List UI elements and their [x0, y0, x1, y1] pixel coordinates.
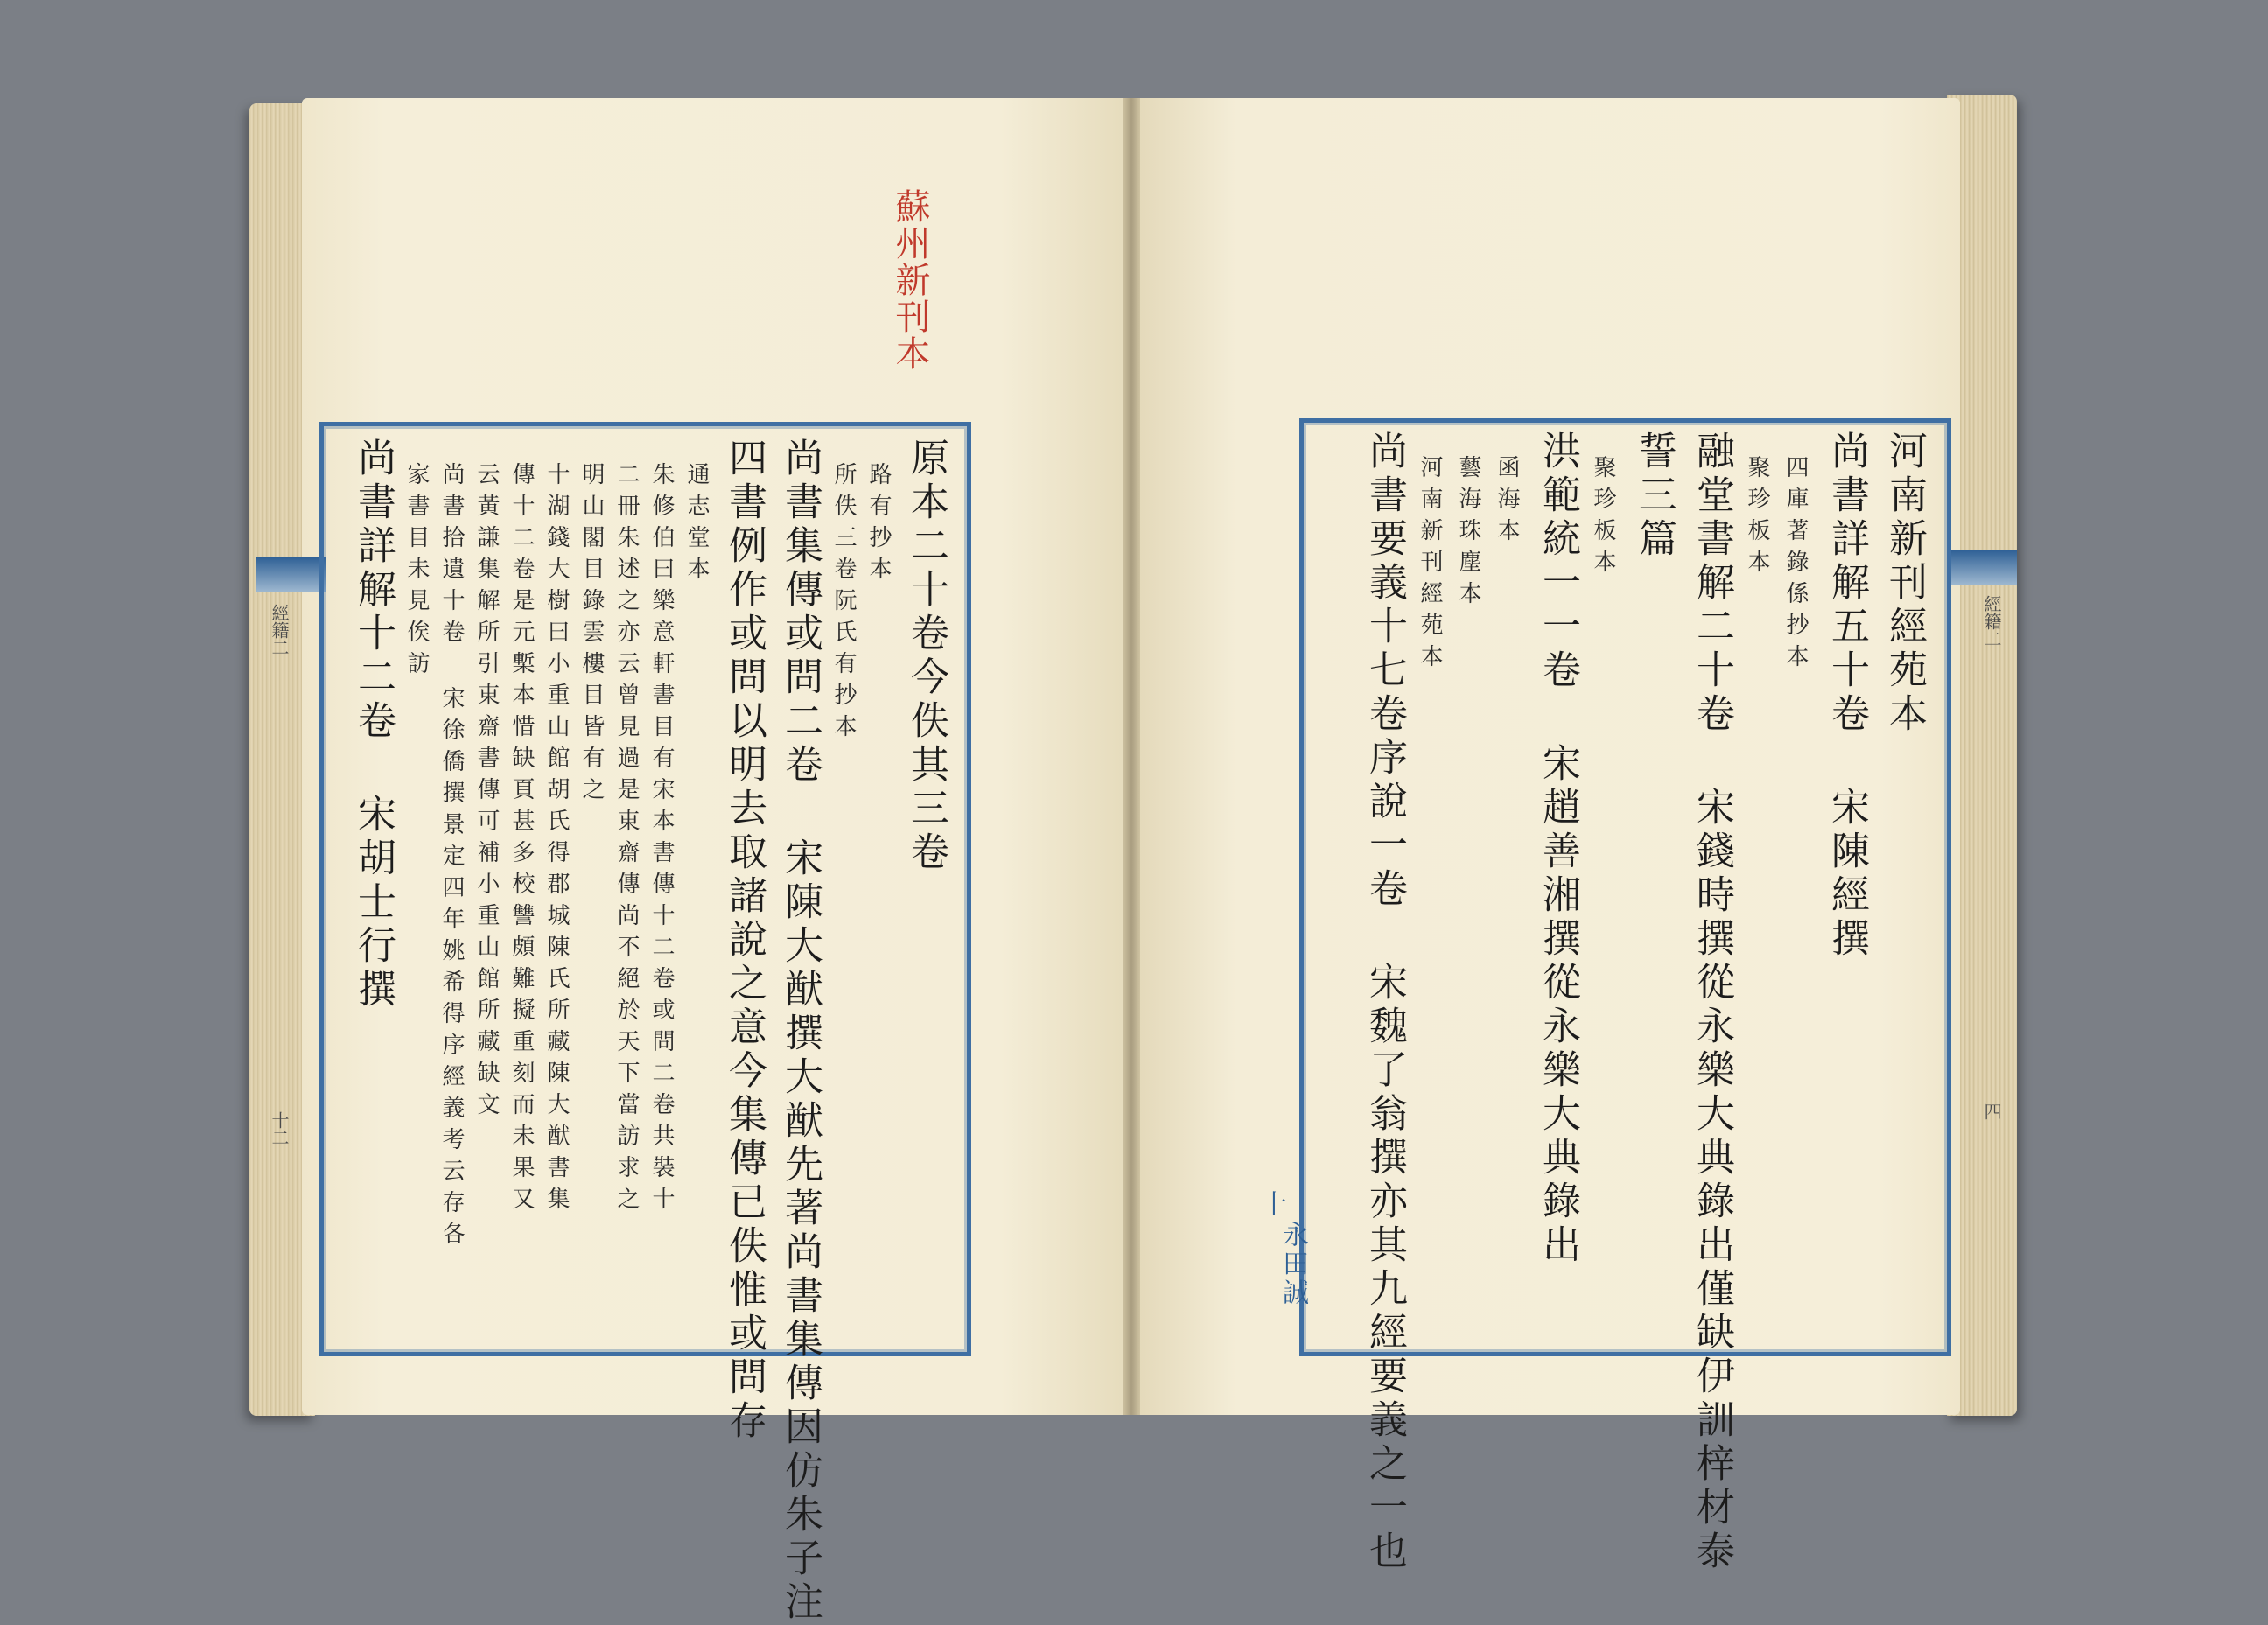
right-page-column: 函海本 — [1494, 455, 1520, 550]
right-page-column: 誓三篇 — [1632, 431, 1676, 562]
left-page-column: 通志堂本 — [683, 462, 710, 588]
left-page-column: 二冊朱述之亦云曾見過是東齋傳尚不絕於天下當訪求之 — [613, 462, 640, 1218]
right-page-column: 洪範統一一卷 宋趙善湘撰從永樂大典錄出 — [1536, 431, 1580, 1268]
left-page-column: 傳十二卷是元槧本惜缺頁甚多校讐頗難擬重刻而未果又 — [508, 462, 535, 1218]
left-page-column: 所佚三卷阮氏有抄本 — [830, 462, 857, 746]
right-edge-label-top: 經籍二 — [1981, 595, 2002, 648]
right-page-column: 河南新刊經苑本 — [1882, 431, 1927, 737]
left-page-column: 原本二十卷今佚其三卷 — [904, 438, 948, 875]
left-page-column: 朱修伯曰樂意軒書目有宋本書傳十二卷或問二卷共裝十 — [648, 462, 675, 1218]
left-page-column: 明山閣目錄雲樓目皆有之 — [578, 462, 605, 809]
right-page-column: 聚珍板本 — [1744, 455, 1770, 581]
left-page-column: 十湖錢大樹曰小重山館胡氏得郡城陳氏所藏陳大猷書集 — [543, 462, 570, 1218]
left-edge-label-top: 經籍二 — [269, 604, 290, 656]
red-publisher-stamp: 蘇州新刊本 — [890, 188, 930, 372]
right-fore-edge-tab — [1951, 550, 2017, 585]
left-page-column: 路有抄本 — [865, 462, 892, 588]
book-gutter — [1123, 98, 1140, 1415]
left-page-column: 尚書集傳或問二卷 宋陳大猷撰大猷先著尚書集傳因仿朱子注 — [778, 438, 822, 1625]
left-page-column: 尚書拾遺十卷 宋徐僑撰景定四年姚希得序經義考云存各 — [438, 462, 465, 1253]
right-edge-label-bottom: 四 — [1981, 1103, 2002, 1120]
left-edge-label-bottom: 十二 — [269, 1111, 290, 1146]
right-page-column: 尚書要義十七卷序說一卷 宋魏了翁撰亦其九經要義之一也 — [1362, 431, 1407, 1574]
right-page-column: 河南新刊經苑本 — [1417, 455, 1443, 676]
right-page-column: 融堂書解二十卷 宋錢時撰從永樂大典錄出僅缺伊訓梓材泰 — [1690, 431, 1734, 1574]
folio-page-number: 十 — [1256, 1190, 1286, 1219]
left-page-column: 家書目未見俟訪 — [403, 462, 430, 683]
left-page-column: 尚書詳解十二卷 宋胡士行撰 — [351, 438, 396, 1012]
right-page-column: 藝海珠塵本 — [1455, 455, 1481, 613]
left-page-column: 云黃謙集解所引東齋書傳可補小重山館所藏缺文 — [473, 462, 500, 1124]
folio-publisher-mark: 永田誠 — [1278, 1221, 1308, 1307]
right-page-column: 四庫著錄係抄本 — [1782, 455, 1809, 676]
left-fore-edge-tab — [256, 557, 326, 592]
left-page-column: 四書例作或問以明去取諸說之意今集傳已佚惟或問存 — [722, 438, 766, 1444]
right-page-column: 尚書詳解五十卷 宋陳經撰 — [1824, 431, 1869, 962]
right-page-column: 聚珍板本 — [1590, 455, 1616, 581]
